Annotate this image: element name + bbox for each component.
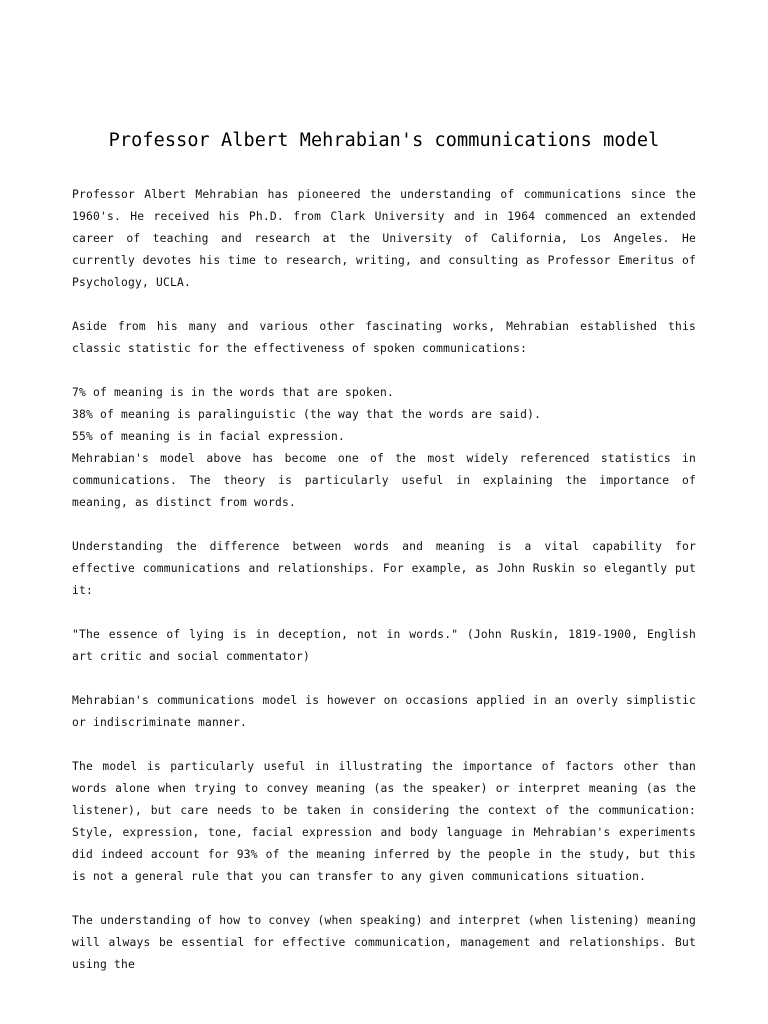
statistic-words: 7% of meaning is in the words that are spoken. xyxy=(72,386,395,399)
paragraph-conclusion: The understanding of how to convey (when speaking) and interpret (when listening) meaning will always be essential for effective communication, management and relationships. But using the xyxy=(72,914,696,971)
paragraph-understanding: Understanding the difference between words and meaning is a vital capability for effective communications and relationships. For example, as John Ruskin so elegantly put it: xyxy=(72,540,696,597)
paragraph-model-reference: Mehrabian's model above has become one of the most widely referenced statistics in communications. The theory is particularly useful in explaining the importance of meaning, as distinct from words. xyxy=(72,452,696,509)
paragraph-aside: Aside from his many and various other fascinating works, Mehrabian established this classic statistic for the effectiveness of spoken communications: xyxy=(72,320,696,355)
paragraph-intro: Professor Albert Mehrabian has pioneered the understanding of communications since the 1960's. He received his Ph.D. from Clark University and in 1964 commenced an extended career of teaching and research at the University of California, Los Angeles. He currently devotes his time to research, writing, and consulting as Professor Emeritus of Psychology, UCLA. xyxy=(72,188,696,289)
paragraph-ruskin-quote: "The essence of lying is in deception, not in words." (John Ruskin, 1819-1900, English art critic and social commentator) xyxy=(72,628,696,663)
statistic-paralinguistic: 38% of meaning is paralinguistic (the way that the words are said). xyxy=(72,408,542,421)
paragraph-misapplied: Mehrabian's communications model is however on occasions applied in an overly simplistic or indiscriminate manner. xyxy=(72,694,696,729)
statistic-facial-expression: 55% of meaning is in facial expression. xyxy=(72,430,346,443)
paragraph-usefulness: The model is particularly useful in illustrating the importance of factors other than words alone when trying to convey meaning (as the speaker) or interpret meaning (as the listener), but care needs to be taken in considering the context of the communication: Style, expression, tone, facial expression and body language in Mehrabian's experiments did indeed account for 93% of the meaning inferred by the people in the study, but this is not a general rule that you can transfer to any given communications situation. xyxy=(72,760,696,883)
document-body xyxy=(72,184,696,976)
page-title: Professor Albert Mehrabian's communications model xyxy=(108,130,660,151)
